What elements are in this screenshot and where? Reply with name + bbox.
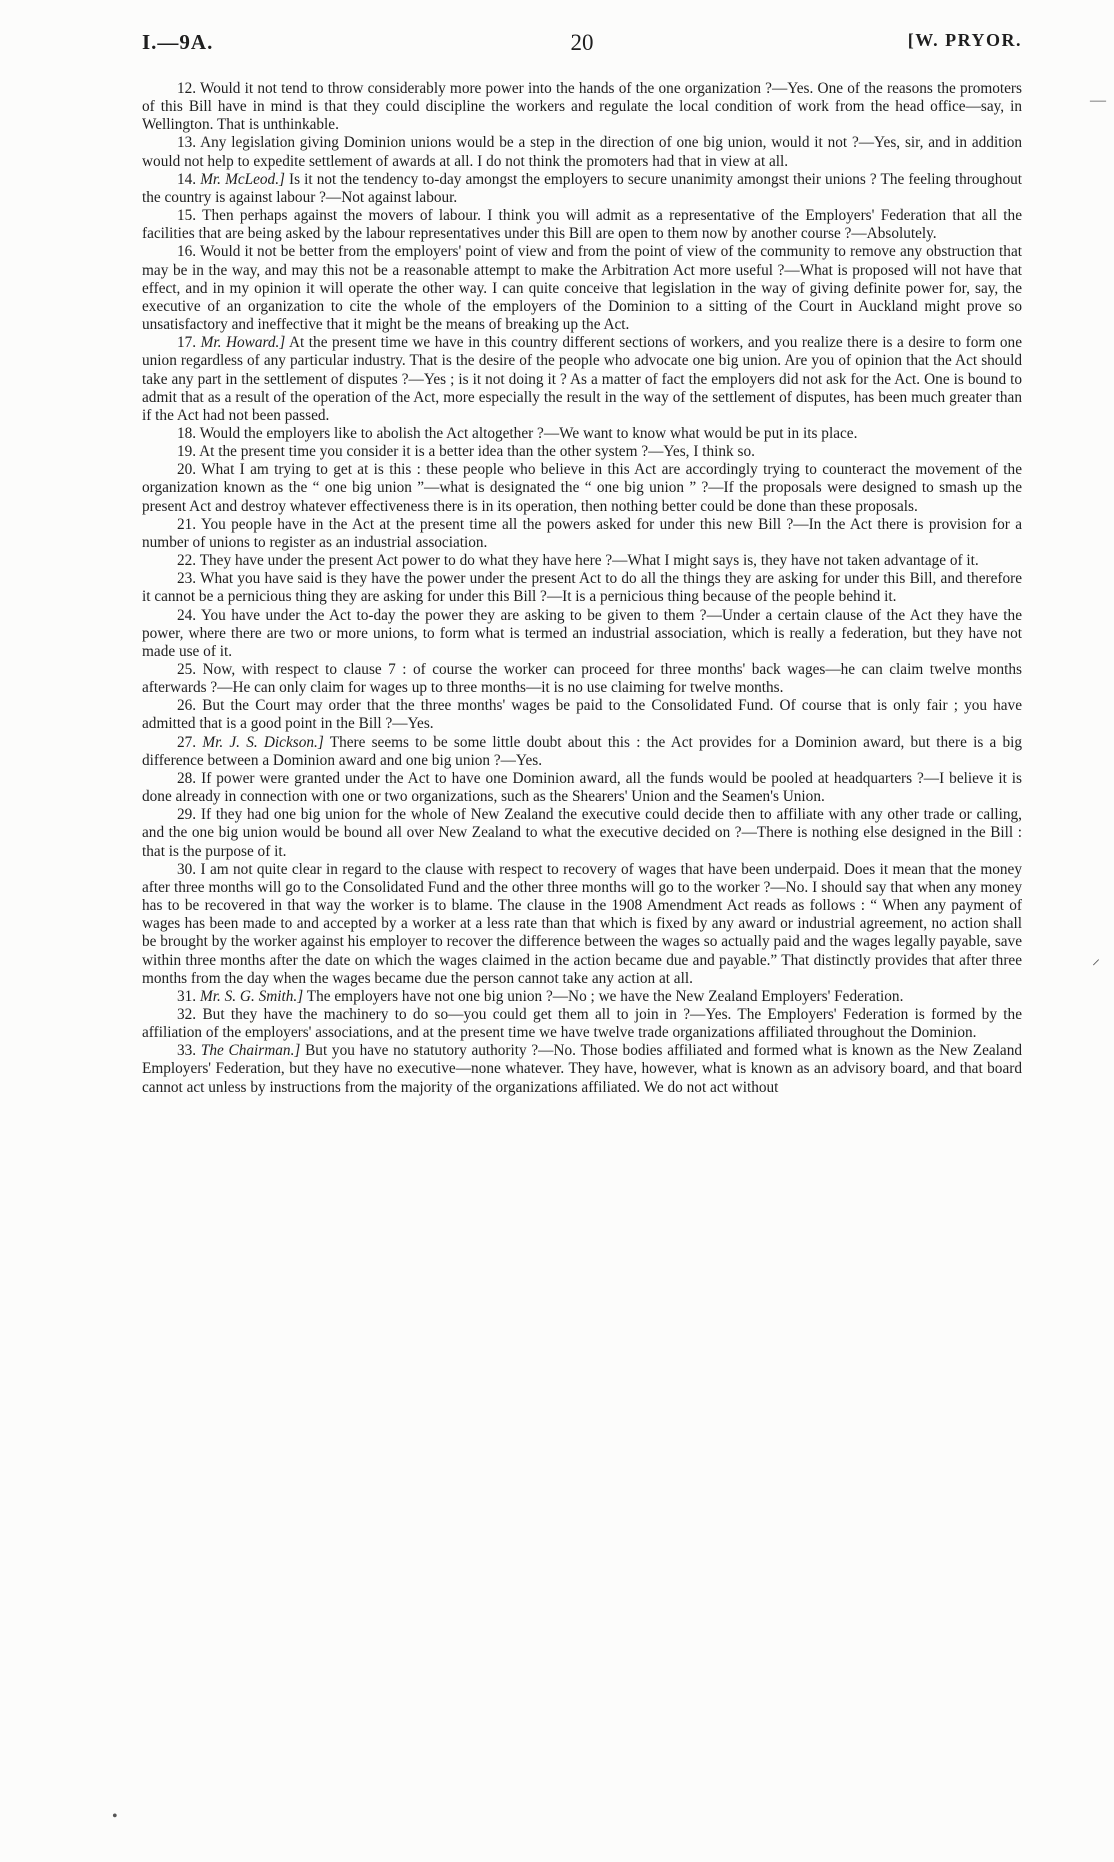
question-paragraph xyxy=(142,770,1022,806)
question-number: 26. xyxy=(177,697,197,715)
question-paragraph xyxy=(142,134,1022,170)
question-number: 17. xyxy=(177,334,197,352)
question-number: 28. xyxy=(177,769,197,787)
question-paragraph xyxy=(142,207,1022,243)
speaker-name: Mr. S. G. Smith.] xyxy=(199,987,304,1005)
witness-name: [W. PRYOR. xyxy=(907,30,1022,50)
question-paragraph xyxy=(142,443,1022,461)
question-text: Would it not be better from the employers' point of view and from the point of view of the community to remove any obstruction that may be in the way, and may this not be a reasonable attempt to make the Arbitration Act more useful ?—What is proposed will not have that effect, and in my opinion it will operate the other way. I can quite conceive that legislation in the way of giving definite power for, say, the executive of an organization to cite the whole of the employers of the Dominion to a sitting of the Court in Auckland might prove so unsatisfactory and ineffective that it might be the means of breaking up the Act. xyxy=(142,243,1022,334)
question-paragraph xyxy=(142,607,1022,661)
margin-dot-mark: • xyxy=(112,1808,118,1825)
question-text: But the Court may order that the three months' wages be paid to the Consolidated Fund. Of course that is only fair ; you have admitted that is a good point in the Bill ?—Yes. xyxy=(142,697,1022,733)
question-paragraph xyxy=(142,425,1022,443)
question-paragraph xyxy=(142,334,1022,425)
question-number: 33. xyxy=(177,1042,197,1060)
question-text: At the present time we have in this country different sections of workers, and you realize there is a desire to form one union regardless of any particular industry. That is the desire of the people who advocate one big union. Are you of opinion that the Act should take any part in the settlement of disputes ?—Yes ; is it not doing it ? As a matter of fact the employers did not ask for the Act. One is bound to admit that as a result of the operation of the Act, more especially the result in the way of the settlement of disputes, has been much greater than if the Act had not been passed. xyxy=(142,334,1022,424)
question-number: 23. xyxy=(177,570,197,588)
question-number: 12. xyxy=(177,80,197,97)
question-number: 22. xyxy=(177,552,197,570)
question-number: 29. xyxy=(177,806,197,824)
question-text: If they had one big union for the whole of New Zealand the executive could decide then to affiliate with any other trade or calling, and the one big union would be bound all over New Zealand to what the executive decided on ?—There is nothing else designed in the Bill : that is the purpose of it. xyxy=(142,806,1022,860)
question-paragraph xyxy=(142,461,1022,515)
question-text: What I am trying to get at is this : these people who believe in this Act are accordingly trying to counteract the movement of the organization known as the “ one big union ”—what is designated the “ one big union ” ?—If the proposals were designed to smash up the present Act and destroy whatever effectiveness there is in its operation, then nothing better could be done than these proposals. xyxy=(142,461,1022,515)
question-text: They have under the present Act power to do what they have here ?—What I might says is, they have not taken advantage of it. xyxy=(199,552,979,570)
question-text: What you have said is they have the power under the present Act to do all the things they are asking for under this Bill, and therefore it cannot be a pernicious thing they are asking for under this Bill ?—It is a pernicious thing because of the people behind it. xyxy=(142,570,1022,606)
question-number: 31. xyxy=(177,987,197,1005)
margin-dash-mark: — xyxy=(1090,92,1106,109)
question-text: At the present time you consider it is a better idea than the other system ?—Yes, I think so. xyxy=(199,443,755,461)
margin-tick-mark: ⸝ xyxy=(1092,951,1101,968)
question-text: Any legislation giving Dominion unions would be a step in the direction of one big union, would it not ?—Yes, sir, and in addition would not help to expedite settlement of awards at all. I do not think the promoters had that in view at all. xyxy=(142,134,1023,170)
question-text: Would it not tend to throw considerably more power into the hands of the one organization ?—Yes. One of the reasons the promoters of this Bill have in mind is that they could discipline the workers and regulate the local condition of work from the head office—say, in Wellington. That is unthinkable. xyxy=(142,80,1022,134)
question-paragraph xyxy=(142,1042,1022,1096)
speaker-name: The Chairman.] xyxy=(200,1042,301,1060)
question-paragraph xyxy=(142,243,1022,334)
question-text: You have under the Act to-day the power they are asking to be given to them ?—Under a certain clause of the Act they have the power, where there are two or more unions, to form what is termed an industrial association, which is really a federation, but they have not made use of it. xyxy=(142,606,1022,660)
question-text: I am not quite clear in regard to the clause with respect to recovery of wages that have been underpaid. Does it mean that the money after three months will go to the Consolidated Fund and the other three months will go to the worker ?—No. I should say that when any money has to be recovered in that way the worker is to blame. The clause in the 1908 Amendment Act reads as follows : “ When any payment of wages has been made to and accepted by a worker at a less rate than that which is fixed by any award or industrial agreement, no action shall be brought by the worker against his employer to recover the difference between the wages so actually paid and the wages legally payable, save within three months after the date on which the wages claimed in the action became due and payable.” That distinctly provides that after three months from the day when the wages became due the person cannot take any action at all. xyxy=(142,860,1022,987)
question-paragraph xyxy=(142,80,1022,134)
question-paragraph xyxy=(142,570,1022,606)
speaker-name: Mr. McLeod.] xyxy=(200,170,285,188)
question-paragraph xyxy=(142,171,1022,207)
question-paragraph xyxy=(142,734,1022,770)
question-paragraph xyxy=(142,661,1022,697)
question-number: 25. xyxy=(177,661,197,678)
question-paragraph xyxy=(142,806,1022,860)
question-number: 21. xyxy=(177,515,197,533)
question-text: Would the employers like to abolish the Act altogether ?—We want to know what would be put in its place. xyxy=(199,424,858,442)
question-text: Then perhaps against the movers of labour. I think you will admit as a representative of the Employers' Federation that all the facilities that are being asked by the labour representatives under this Bill are open to them now by another course ?—Absolutely. xyxy=(142,207,1022,243)
question-number: 24. xyxy=(177,606,197,624)
question-number: 14. xyxy=(177,170,197,188)
question-text: But you have no statutory authority ?—No. Those bodies affiliated and formed what is known as the New Zealand Employers' Federation, but they have no executive—none whatever. They have, however, what is known as an advisory board, and that board cannot act unless by instructions from the majority of the organizations affiliated. We do not act without xyxy=(142,1042,1023,1096)
question-paragraph xyxy=(142,988,1022,1006)
question-text: If power were granted under the Act to have one Dominion award, all the funds would be pooled at headquarters ?—I believe it is done already in connection with one or two organizations, such as the Shearers' Union and the Seamen's Union. xyxy=(142,769,1022,806)
question-text: Now, with respect to clause 7 : of course the worker can proceed for three months' back wages—he can claim twelve months afterwards ?—He can only claim for wages up to three months—it is no use claiming for twelve months. xyxy=(142,661,1023,697)
question-text: The employers have not one big union ?—No ; we have the New Zealand Employers' Federation. xyxy=(306,987,904,1005)
question-paragraph xyxy=(142,861,1022,988)
page-number: 20 xyxy=(570,30,594,55)
question-paragraph xyxy=(142,1006,1022,1042)
question-paragraph xyxy=(142,697,1022,733)
question-text: There seems to be some little doubt about this : the Act provides for a Dominion award, but there is a big difference between a Dominion award and one big union ?—Yes. xyxy=(142,733,1023,769)
page-header xyxy=(142,30,1022,62)
question-number: 13. xyxy=(177,134,197,152)
speaker-name: Mr. J. S. Dickson.] xyxy=(202,733,324,751)
question-number: 15. xyxy=(177,207,197,225)
question-number: 20. xyxy=(177,461,197,479)
document-reference: I.—9A. xyxy=(142,30,214,54)
testimony-body xyxy=(142,80,1022,1097)
question-number: 16. xyxy=(177,243,197,261)
question-number: 19. xyxy=(177,443,197,461)
question-text: But they have the machinery to do so—you could get them all to join in ?—Yes. The Employers' Federation is formed by the affiliation of the employers' associations, and at the present time we have twelve trade organizations affiliated throughout the Dominion. xyxy=(142,1005,1022,1042)
question-number: 30. xyxy=(177,860,197,878)
question-number: 18. xyxy=(177,424,197,442)
question-text: Is it not the tendency to-day amongst the employers to secure unanimity amongst their unions ? The feeling throughout the country is against labour ?—Not against labour. xyxy=(142,170,1022,206)
question-paragraph xyxy=(142,516,1022,552)
question-number: 27. xyxy=(177,733,197,751)
question-text: You people have in the Act at the present time all the powers asked for under this new Bill ?—In the Act there is provision for a number of unions to register as an industrial association. xyxy=(142,515,1022,551)
question-number: 32. xyxy=(177,1005,197,1023)
speaker-name: Mr. Howard.] xyxy=(200,334,286,352)
question-paragraph xyxy=(142,552,1022,570)
